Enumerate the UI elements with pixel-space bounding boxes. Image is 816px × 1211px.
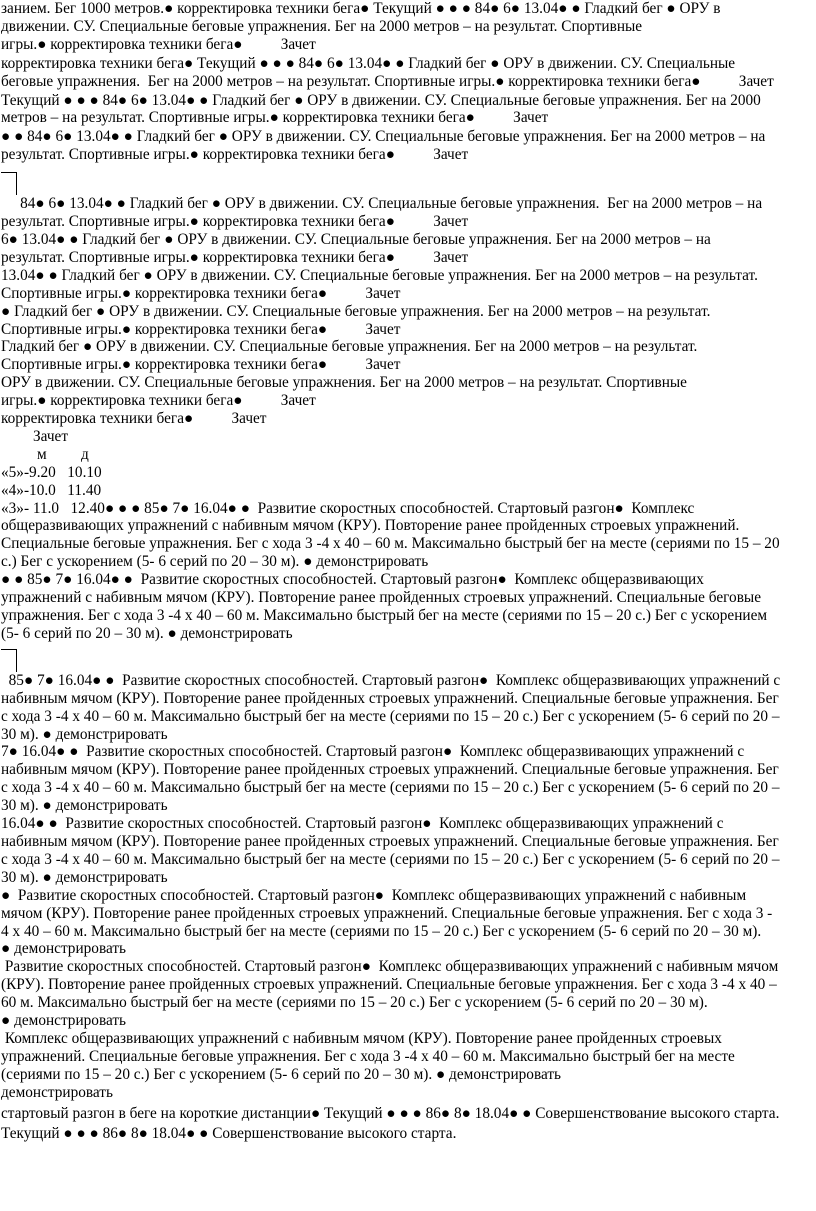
text-block-8: [1, 303, 813, 339]
text-line: 4 х 40 – 60 м. Максимально быстрый бег на месте (сериями по 15 – 20 с.) Бег с ускорением (5- 6 серий по 20 – 30 м).: [1, 922, 762, 940]
text-line: с хода 3 -4 х 40 – 60 м. Максимально быстрый бег на месте (сериями по 15 – 20 с.) Бег с ускорением (5- 6 серий по 20 –: [1, 850, 780, 868]
text-block-16: [1, 815, 813, 887]
text-line: 84● 6● 13.04● ● Гладкий бег ● ОРУ в движении. СУ. Специальные беговые упражнения. Бег на 2000 метров – на: [1, 195, 763, 213]
text-block-14: [1, 672, 813, 744]
text-line: ОРУ в движении. СУ. Специальные беговые упражнения. Бег на 2000 метров – на результат. Спортивные: [1, 374, 687, 392]
text-line: Комплекс общеразвивающих упражнений с набивным мячом (КРУ). Повторение ранее пройденных строевых: [1, 1029, 722, 1047]
text-line: Спортивные игры.● корректировка техники бега● Зачет: [1, 356, 401, 374]
document-page: [1, 0, 813, 1143]
text-block-2: [1, 55, 813, 91]
text-line: набивным мячом (КРУ). Повторение ранее пройденных строевых упражнений. Специальные беговые упражнения. Бег: [1, 689, 779, 707]
text-line: набивным мячом (КРУ). Повторение ранее пройденных строевых упражнений. Специальные беговые упражнения. Бег: [1, 761, 779, 779]
text-line: 7● 16.04● ● Развитие скоростных способностей. Стартовый разгон● Комплекс общеразвивающих упражнений с: [1, 743, 745, 761]
norms-header-d: д: [81, 445, 89, 463]
table-cell-border: [1, 649, 17, 672]
text-line: упражнения. Бег с хода 3 -4 х 40 – 60 м. Максимально быстрый бег на месте (сериями по 15 – 20 с.) Бег с ускорением: [1, 607, 768, 624]
text-line: набивным мячом (КРУ). Повторение ранее пройденных строевых упражнений. Специальные беговые упражнения. Бег: [1, 832, 779, 850]
text-line: ● ● 85● 7● 16.04● ● Развитие скоростных способностей. Стартовый разгон● Комплекс общеразвивающих: [1, 571, 704, 589]
norms-header: [1, 446, 813, 464]
text-line: демонстрировать: [1, 1083, 113, 1101]
text-line: беговые упражнения. Бег на 2000 метров – на результат. Спортивные игры.● корректировка техники бега● Зачет: [1, 72, 774, 90]
text-line: упражнений. Специальные беговые упражнения. Бег с хода 3 -4 х 40 – 60 м. Максимально быстрый бег на месте: [1, 1047, 735, 1065]
text-line: 16.04● ● Развитие скоростных способностей. Стартовый разгон● Комплекс общеразвивающих упражнений с: [1, 815, 724, 833]
text-line: с хода 3 -4 х 40 – 60 м. Максимально быстрый бег на месте (сериями по 15 – 20 с.) Бег с ускорением (5- 6 серий по 20 –: [1, 707, 780, 725]
text-line: Текущий ● ● ● 84● 6● 13.04● ● Гладкий бег ● ОРУ в движении. СУ. Специальные беговые упражнения. Бег на 2000: [1, 91, 761, 109]
text-block-17: [1, 887, 813, 959]
text-block-6: [1, 231, 813, 267]
text-line: общеразвивающих упражнений с набивным мячом (КРУ). Повторение ранее пройденных строевых упражнений.: [1, 517, 740, 535]
text-block-10: [1, 374, 813, 410]
text-line: ● ● 84● 6● 13.04● ● Гладкий бег ● ОРУ в движении. СУ. Специальные беговые упражнения. Бег на 2000 метров – на: [1, 128, 766, 146]
text-line: ● демонстрировать: [1, 1012, 127, 1030]
text-block-5: [1, 195, 813, 231]
text-block-20: [1, 1105, 813, 1123]
text-block-7: [1, 267, 813, 303]
text-block-11: [1, 410, 813, 428]
text-line: 13.04● ● Гладкий бег ● ОРУ в движении. СУ. Специальные беговые упражнения. Бег на 2000 метров – на результат.: [1, 266, 758, 284]
text-line: Спортивные игры.● корректировка техники бега● Зачет: [1, 284, 401, 302]
text-line: результат. Спортивные игры.● корректировка техники бега● Зачет: [1, 146, 469, 164]
text-line: (5- 6 серий по 20 – 30 м). ● демонстрировать: [1, 624, 293, 642]
text-line: игры.● корректировка техники бега● Зачет: [1, 35, 316, 53]
text-block-13: [1, 571, 813, 643]
text-line: с хода 3 -4 х 40 – 60 м. Максимально быстрый бег на месте (сериями по 15 – 20 с.) Бег с ускорением (5- 6 серий по 20 –: [1, 779, 780, 797]
norms-header-m: м: [37, 445, 47, 463]
table-cell-border: [1, 172, 17, 195]
text-block-21: [1, 1125, 813, 1143]
text-line: корректировка техники бега● Текущий ● ● ● 84● 6● 13.04● ● Гладкий бег ● ОРУ в движении. СУ. Специальные: [1, 54, 736, 72]
text-line: игры.● корректировка техники бега● Зачет: [1, 392, 316, 410]
text-line: Гладкий бег ● ОРУ в движении. СУ. Специальные беговые упражнения. Бег на 2000 метров – на результат.: [1, 338, 698, 356]
text-line: (сериями по 15 – 20 с.) Бег с ускорением (5- 6 серий по 20 – 30 м). ● демонстрировать: [1, 1065, 562, 1083]
text-block-9: [1, 338, 813, 374]
zachet-label: Зачет: [33, 427, 69, 445]
text-line: 30 м). ● демонстрировать: [1, 797, 168, 815]
text-line: результат. Спортивные игры.● корректировка техники бега● Зачет: [1, 248, 469, 266]
text-line: метров – на результат. Спортивные игры.● корректировка техники бега● Зачет: [1, 109, 549, 127]
text-block-19: [1, 1030, 813, 1102]
text-line: «3»- 11.0 12.40● ● ● 85● 7● 16.04● ● Развитие скоростных способностей. Стартовый разгон● Комплекс: [1, 499, 695, 517]
text-line: движении. СУ. Специальные беговые упражнения. Бег на 2000 метров – на результат. Спортивные: [1, 17, 643, 35]
text-line: упражнений с набивным мячом (КРУ). Повторение ранее пройденных строевых упражнений. Специальные беговые: [1, 589, 761, 607]
text-line: ● демонстрировать: [1, 940, 127, 958]
text-line: Специальные беговые упражнения. Бег с хода 3 -4 х 40 – 60 м. Максимально быстрый бег на месте (сериями по 15 – 20: [1, 535, 780, 553]
text-line: ● Гладкий бег ● ОРУ в движении. СУ. Специальные беговые упражнения. Бег на 2000 метров – на результат.: [1, 302, 711, 320]
text-line: 30 м). ● демонстрировать: [1, 868, 168, 886]
text-line: Развитие скоростных способностей. Стартовый разгон● Комплекс общеразвивающих упражнений с набивным мячом: [1, 958, 779, 976]
norms-row: «5»-9.20 10.10: [1, 463, 102, 481]
text-line: стартовый разгон в беге на короткие дистанции● Текущий ● ● ● 86● 8● 18.04● ● Совершенствование высокого старта.: [1, 1104, 780, 1122]
text-block-4: [1, 128, 813, 164]
text-line: корректировка техники бега● Зачет: [1, 410, 267, 428]
norms-row: «4»-10.0 11.40: [1, 481, 102, 499]
text-block-12: [1, 500, 813, 572]
text-line: (КРУ). Повторение ранее пройденных строевых упражнений. Специальные беговые упражнения. Бег с хода 3 -4 х 40 –: [1, 976, 777, 994]
text-block-15: [1, 743, 813, 815]
text-block-3: [1, 92, 813, 128]
zachet-line: [1, 428, 813, 446]
text-line: 6● 13.04● ● Гладкий бег ● ОРУ в движении. СУ. Специальные беговые упражнения. Бег на 2000 метров – на: [1, 230, 711, 248]
text-block-1: [1, 0, 813, 54]
text-block-18: [1, 958, 813, 1030]
text-line: ● Развитие скоростных способностей. Стартовый разгон● Комплекс общеразвивающих упражнений с набивным: [1, 886, 747, 904]
text-line: занием. Бег 1000 метров.● корректировка техники бега● Текущий ● ● ● 84● 6● 13.04● ● Гладкий бег ● ОРУ в: [1, 0, 721, 17]
text-line: с.) Бег с ускорением (5- 6 серий по 20 – 30 м). ● демонстрировать: [1, 553, 429, 571]
text-line: 85● 7● 16.04● ● Развитие скоростных способностей. Стартовый разгон● Комплекс общеразвивающих упражнений с: [1, 671, 781, 689]
text-line: мячом (КРУ). Повторение ранее пройденных строевых упражнений. Специальные беговые упражнения. Бег с хода 3 -: [1, 904, 773, 922]
text-line: Спортивные игры.● корректировка техники бега● Зачет: [1, 320, 401, 338]
text-line: результат. Спортивные игры.● корректировка техники бега● Зачет: [1, 213, 469, 231]
text-line: 60 м. Максимально быстрый бег на месте (сериями по 15 – 20 с.) Бег с ускорением (5- 6 серий по 20 – 30 м).: [1, 994, 708, 1012]
norms-table: [1, 446, 813, 500]
text-line: Текущий ● ● ● 86● 8● 18.04● ● Совершенствование высокого старта.: [1, 1125, 457, 1143]
text-line: 30 м). ● демонстрировать: [1, 725, 168, 743]
